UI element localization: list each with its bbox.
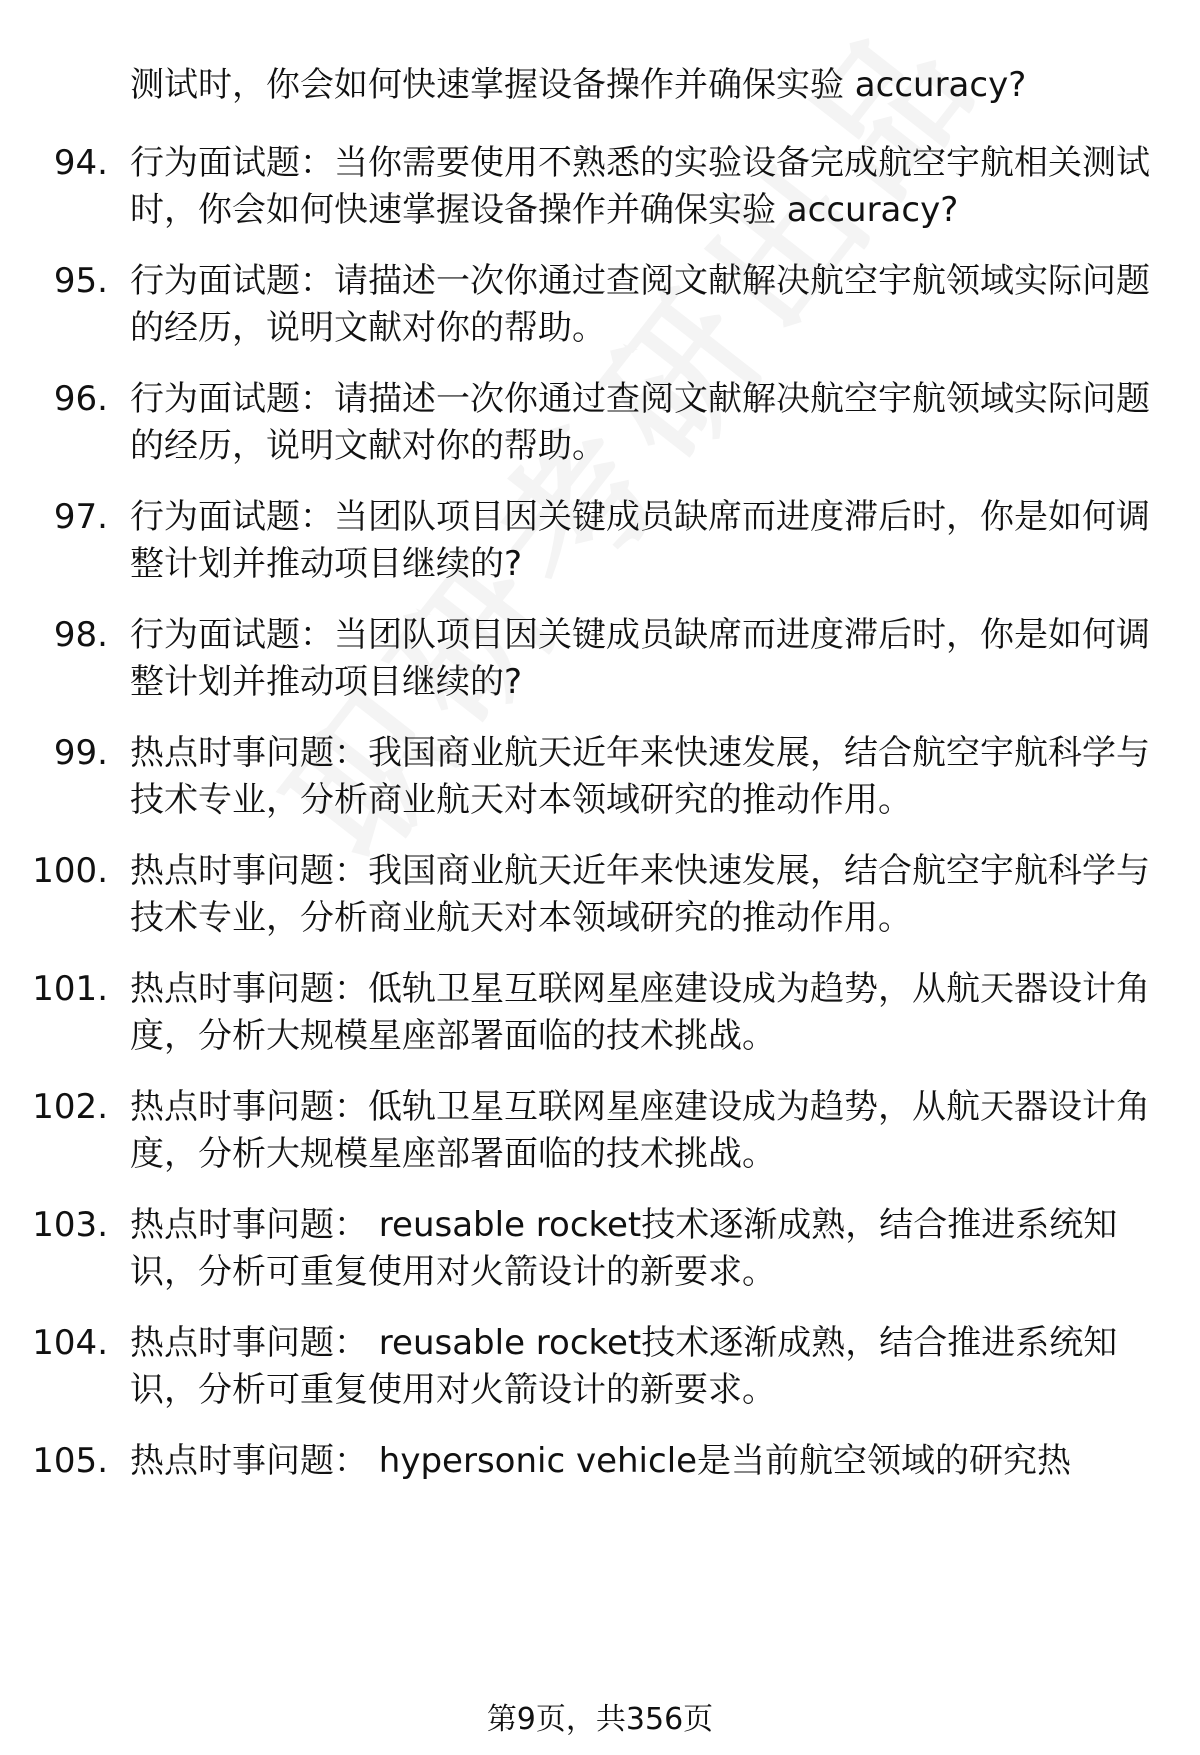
item-text: 热点时事问题：我国商业航天近年来快速发展，结合航空宇航科学与技术专业，分析商业航天对本领域研究的推动作用。 bbox=[130, 733, 1150, 820]
item-text: 热点时事问题：我国商业航天近年来快速发展，结合航空宇航科学与技术专业，分析商业航天对本领域研究的推动作用。 bbox=[130, 851, 1150, 938]
item-number: 98. bbox=[53, 615, 108, 655]
item-text: 行为面试题：当团队项目因关键成员缺席而进度滞后时，你是如何调整计划并推动项目继续的? bbox=[130, 497, 1150, 584]
item-number: 97. bbox=[53, 497, 108, 537]
item-text: 行为面试题：请描述一次你通过查阅文献解决航空宇航领域实际问题的经历，说明文献对你的帮助。 bbox=[130, 379, 1150, 466]
item-number: 103. bbox=[32, 1205, 108, 1245]
item-number: 105. bbox=[32, 1441, 108, 1481]
item-number: 102. bbox=[32, 1087, 108, 1127]
item-text: 热点时事问题： hypersonic vehicle是当前航空领域的研究热 bbox=[130, 1441, 1072, 1481]
item-number: 104. bbox=[32, 1323, 108, 1363]
item-number: 95. bbox=[53, 261, 108, 301]
item-number: 101. bbox=[32, 969, 108, 1009]
item-text: 热点时事问题： reusable rocket技术逐渐成熟，结合推进系统知识，分析可重复使用对火箭设计的新要求。 bbox=[130, 1323, 1118, 1410]
item-text: 热点时事问题： reusable rocket技术逐渐成熟，结合推进系统知识，分析可重复使用对火箭设计的新要求。 bbox=[130, 1205, 1118, 1292]
item-text: 行为面试题：当团队项目因关键成员缺席而进度滞后时，你是如何调整计划并推动项目继续的? bbox=[130, 615, 1150, 702]
item-number: 94. bbox=[53, 143, 108, 183]
item-text: 热点时事问题：低轨卫星互联网星座建设成为趋势，从航天器设计角度，分析大规模星座部署面临的技术挑战。 bbox=[130, 1087, 1150, 1174]
item-number: 99. bbox=[53, 733, 108, 773]
page-footer: 第9页，共356页 bbox=[486, 1702, 714, 1737]
item-number: 96. bbox=[53, 379, 108, 419]
continuation-text: 测试时，你会如何快速掌握设备操作并确保实验 accuracy? bbox=[130, 65, 1027, 105]
item-text: 热点时事问题：低轨卫星互联网星座建设成为趋势，从航天器设计角度，分析大规模星座部署面临的技术挑战。 bbox=[130, 969, 1150, 1056]
item-text: 行为面试题：当你需要使用不熟悉的实验设备完成航空宇航相关测试时，你会如何快速掌握设备操作并确保实验 accuracy? bbox=[130, 143, 1150, 230]
item-text: 行为面试题：请描述一次你通过查阅文献解决航空宇航领域实际问题的经历，说明文献对你的帮助。 bbox=[130, 261, 1150, 348]
item-number: 100. bbox=[32, 851, 108, 891]
